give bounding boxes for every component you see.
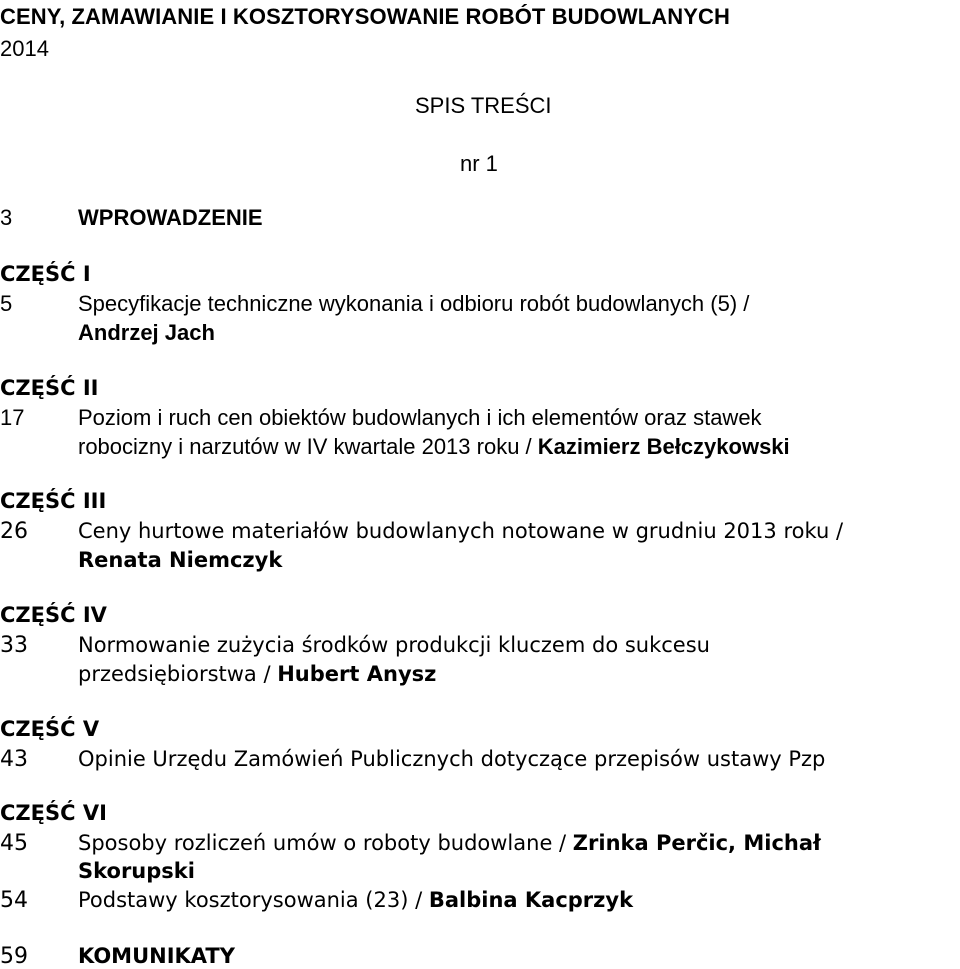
part-label: CZĘŚĆ IV (0, 603, 107, 627)
document-year: 2014 (0, 36, 49, 61)
part-label: CZĘŚĆ I (0, 262, 91, 286)
entry-title-row (78, 888, 633, 912)
entry-author: Zrinka Perčic, Michał (572, 831, 821, 855)
page-number: 45 (0, 831, 28, 856)
part-label: CZĘŚĆ VI (0, 801, 107, 825)
page-number: 5 (0, 291, 13, 316)
entry-title: Specyfikacje techniczne wykonania i odbioru robót budowlanych (5) / (78, 291, 750, 316)
entry-title: Poziom i ruch cen obiektów budowlanych i ich elementów oraz stawek (78, 405, 762, 430)
entry-title-row (78, 831, 821, 855)
entry-title: Normowanie zużycia środków produkcji kluczem do sukcesu (78, 633, 710, 657)
part-label: CZĘŚĆ II (0, 376, 99, 400)
issue-number: nr 1 (460, 151, 498, 176)
entry-title-line2: robocizny i narzutów w IV kwartale 2013 roku / (78, 434, 538, 459)
entry-title: Ceny hurtowe materiałów budowlanych notowane w grudniu 2013 roku / (78, 519, 844, 543)
document-title: CENY, ZAMAWIANIE I KOSZTORYSOWANIE ROBÓT BUDOWLANYCH (0, 4, 730, 29)
entry-title: Sposoby rozliczeń umów o roboty budowlane / (78, 831, 573, 855)
entry-author: Kazimierz Bełczykowski (537, 434, 790, 459)
page-number: 33 (0, 633, 28, 658)
page-number: 26 (0, 519, 28, 544)
entry-title-line2: przedsiębiorstwa / (78, 662, 278, 686)
entry-author-cont: Skorupski (78, 859, 195, 883)
entry-title: KOMUNIKATY (78, 944, 235, 968)
part-label: CZĘŚĆ III (0, 489, 107, 513)
page-number: 54 (0, 888, 28, 913)
entry-author: Andrzej Jach (78, 320, 215, 345)
entry-title: Opinie Urzędu Zamówień Publicznych dotyczące przepisów ustawy Pzp (78, 747, 826, 771)
page-number: 59 (0, 944, 28, 969)
page-number: 17 (0, 405, 25, 430)
entry-author: Balbina Kacprzyk (428, 888, 634, 912)
part-label: CZĘŚĆ V (0, 717, 100, 741)
entry-title-cont (78, 434, 790, 460)
entry-author: Hubert Anysz (277, 662, 437, 686)
entry-title: WPROWADZENIE (78, 205, 263, 230)
entry-author: Renata Niemczyk (78, 548, 283, 572)
toc-title: SPIS TREŚCI (415, 93, 552, 118)
page-number: 43 (0, 747, 28, 772)
entry-title-cont (78, 662, 436, 686)
entry-title: Podstawy kosztorysowania (23) / (78, 888, 429, 912)
page-number: 3 (0, 205, 13, 230)
